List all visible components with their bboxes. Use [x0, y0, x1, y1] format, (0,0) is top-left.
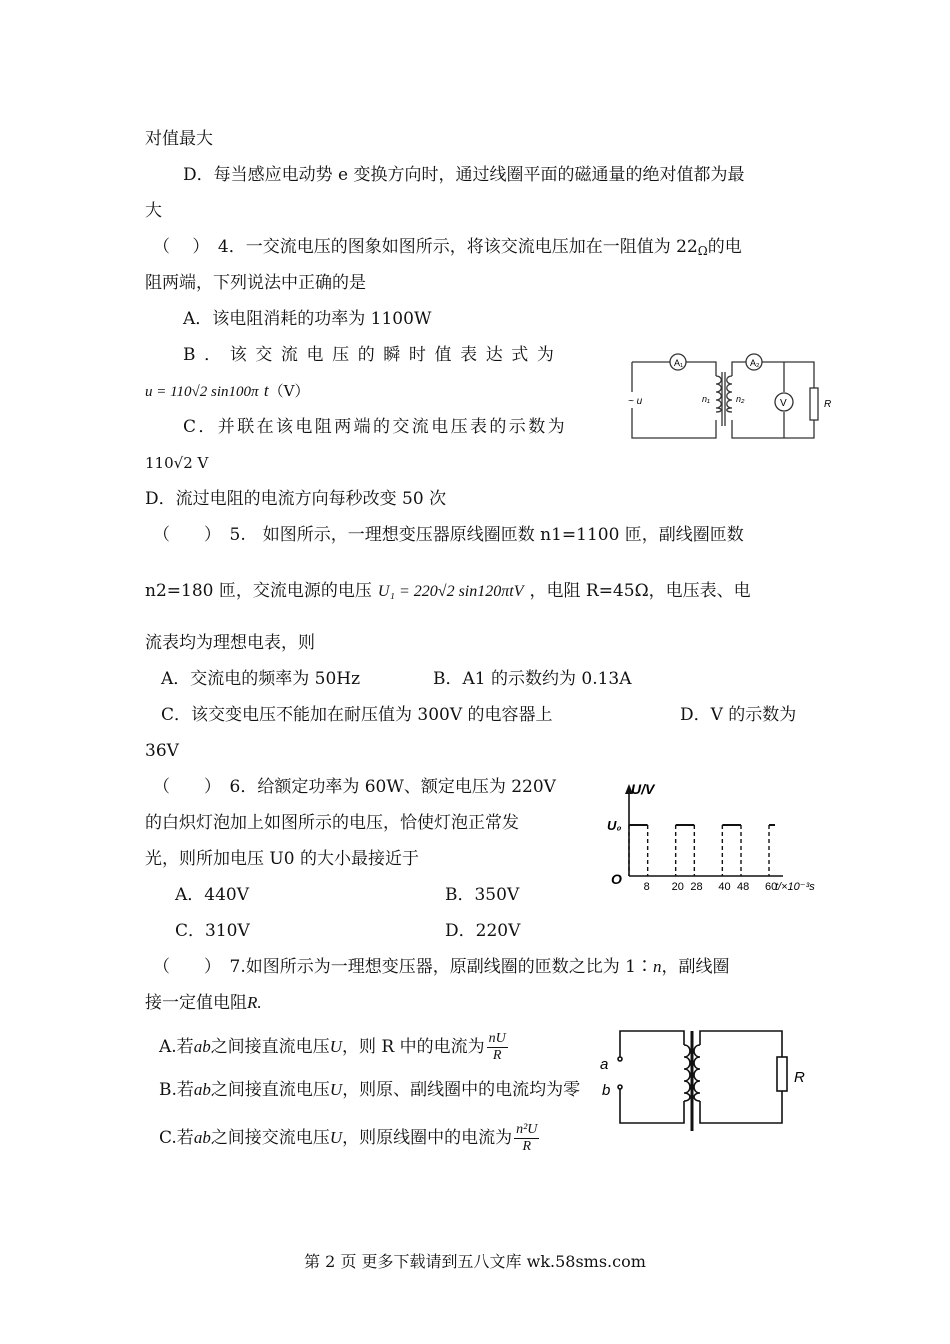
question-5-stem-3: 流表均为理想电表，则	[145, 633, 315, 653]
fraction-numerator: n²U	[516, 1122, 538, 1137]
option-d-line: D．每当感应电动势 e 变换方向时，通过线圈平面的磁通量的绝对值都为最	[183, 165, 745, 185]
x-tick-label: 28	[690, 881, 703, 893]
q7c-ab: ab	[193, 1128, 211, 1147]
q4-option-c: C．并联在该电阻两端的交流电压表的示数为	[183, 417, 568, 437]
q7a-fraction	[487, 1031, 508, 1064]
q5-option-d: D．V 的示数为	[680, 705, 797, 725]
unit: （V）	[268, 382, 310, 400]
resistor-label: R	[824, 399, 832, 410]
q7-n: n	[652, 957, 662, 976]
q7a-U: U	[329, 1037, 342, 1056]
page-footer: 第 2 页 更多下载请到五八文库 wk.58sms.com	[304, 1252, 646, 1271]
x-tick-label: 20	[671, 881, 684, 893]
formula-t: t	[263, 381, 269, 400]
fraction-denominator: R	[522, 1139, 532, 1154]
q7a-prefix: A.若	[159, 1037, 194, 1057]
q7b-U: U	[329, 1080, 343, 1099]
n1-label: n₁	[702, 394, 710, 404]
transformer-circuit-figure	[628, 352, 838, 447]
x-tick-labels	[644, 881, 778, 893]
q4-option-d: D．流过电阻的电流方向每秒改变 50 次	[145, 489, 447, 509]
q7c-prefix: C.若	[159, 1128, 194, 1148]
terminal-b-label: b	[602, 1082, 611, 1099]
q7b-rest: ，则原、副线圈中的电流均为零	[342, 1080, 581, 1100]
text-line: 大	[145, 201, 162, 221]
q7a-ab: ab	[193, 1037, 211, 1056]
n2-label: n₂	[736, 394, 745, 404]
q7-R: R.	[247, 993, 262, 1012]
ammeter-a1-label: A₁	[674, 358, 684, 368]
q4-option-b-formula	[145, 380, 310, 403]
u0-label: U₀	[607, 818, 622, 833]
voltmeter-label: V	[780, 398, 787, 409]
origin-label: O	[611, 871, 622, 887]
q5-option-b: B．A1 的示数约为 0.13A	[433, 669, 632, 689]
x-tick-label: 48	[737, 881, 750, 893]
q7b-ab: ab	[193, 1080, 211, 1099]
q4-text-b: 的电	[707, 237, 742, 257]
q7-option-c	[159, 1120, 541, 1156]
resistor-label: R	[794, 1069, 805, 1086]
q4-option-c-value: 110√2 V	[145, 454, 209, 472]
q7-text-a: （ ） 7.如图所示为一理想变压器，原副线圈的匝数之比为 1∶	[153, 957, 653, 977]
q6-option-d: D．220V	[445, 921, 521, 941]
formula: u = 110√2 sin100π	[145, 384, 259, 400]
question-4-stem	[153, 236, 742, 262]
question-6-stem: （ ） 6．给额定功率为 60W、额定电压为 220V	[153, 777, 556, 797]
q4-option-b: B．该交流电压的瞬时值表达式为	[183, 345, 563, 365]
q5-formula: U₁ = 220√2 sin120πtV	[377, 583, 524, 600]
question-6-stem-3: 光，则所加电压 U0 的大小最接近于	[145, 849, 419, 869]
q5-option-a: A．交流电的频率为 50Hz	[161, 669, 361, 689]
x-axis-label: t/×10⁻³s	[775, 881, 815, 893]
q5-text-a: n2=180 匝，交流电源的电压	[145, 581, 372, 601]
square-wave-graph	[603, 772, 818, 900]
fraction-numerator: nU	[488, 1031, 506, 1046]
q7c-fraction	[514, 1122, 539, 1155]
q4-option-a: A．该电阻消耗的功率为 1100W	[183, 309, 432, 329]
q7c-rest: ，则原线圈中的电流为	[342, 1128, 513, 1148]
q7-text-b: ，副线圈	[661, 957, 730, 977]
q4-text-a: （ ） 4．一交流电压的图象如图所示，将该交流电压加在一阻值为 22	[153, 237, 698, 257]
fraction-denominator: R	[492, 1048, 502, 1063]
q6-option-b: B．350V	[445, 885, 520, 905]
q5-option-c: C．该交变电压不能加在耐压值为 300V 的电容器上	[161, 705, 553, 725]
q6-option-a: A．440V	[175, 885, 250, 905]
source-label: ~ u	[628, 396, 643, 407]
transformer-resistor-figure	[596, 1027, 806, 1139]
q7a-mid: 之间接直流电压	[210, 1037, 330, 1057]
omega-symbol: Ω	[697, 244, 708, 258]
q5-text-b: ，电阻 R=45Ω，电压表、电	[529, 581, 751, 601]
question-7-stem	[153, 956, 729, 978]
question-5-stem-2	[145, 580, 751, 603]
text-line: 对值最大	[145, 129, 213, 149]
q5-option-d-value: 36V	[145, 741, 179, 761]
q7b-mid: 之间接直流电压	[210, 1080, 330, 1100]
q7-text: 接一定值电阻	[145, 993, 247, 1013]
q6-option-c: C．310V	[175, 921, 250, 941]
q7c-U: U	[329, 1128, 343, 1147]
ammeter-a2-label: A₂	[750, 358, 760, 368]
q7a-rest: ，则 R 中的电流为	[341, 1037, 485, 1057]
y-axis-label: U/V	[631, 781, 655, 797]
question-6-stem-2: 的白炽灯泡加上如图所示的电压，恰使灯泡正常发	[145, 813, 519, 833]
x-tick-label: 60	[765, 881, 778, 893]
q7-option-a	[159, 1029, 510, 1065]
q7c-mid: 之间接交流电压	[210, 1128, 330, 1148]
question-4-stem-cont: 阻两端，下列说法中正确的是	[145, 273, 366, 293]
q7-option-b	[159, 1079, 580, 1101]
x-tick-label: 8	[643, 881, 650, 893]
terminal-a-label: a	[600, 1056, 609, 1073]
q7b-prefix: B.若	[159, 1080, 194, 1100]
question-5-stem: （ ） 5. 如图所示，一理想变压器原线圈匝数 n1=1100 匝，副线圈匝数	[153, 525, 744, 545]
question-7-stem-2	[145, 992, 262, 1014]
pulse-plot	[629, 825, 775, 876]
x-tick-label: 40	[718, 881, 731, 893]
